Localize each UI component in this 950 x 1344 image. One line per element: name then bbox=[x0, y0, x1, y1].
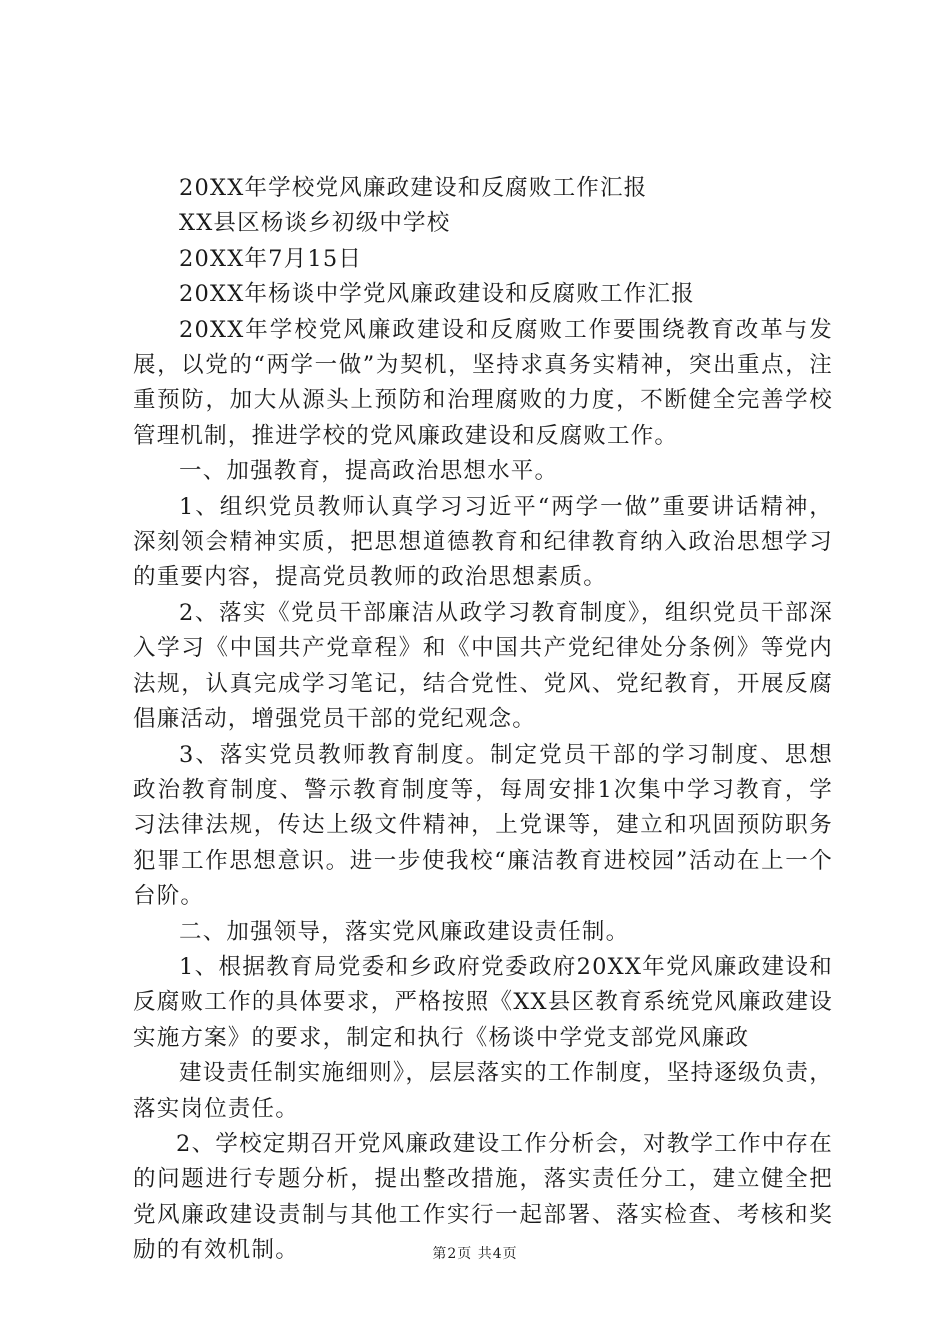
section-heading-1: 一、加强教育，提高政治思想水平。 bbox=[179, 458, 559, 485]
section-2-item-1-continued: 建设责任制实施细则》，层层落实的工作制度，坚持逐级负责，落实岗位责任。 bbox=[133, 1060, 833, 1122]
section-2-item-2: 2、学校定期召开党风廉政建设工作分析会，对教学工作中存在的问题进行专题分析，提出整改措施，落实责任分工，建立健全把党风廉政建设责制与其他工作实行一起部署、落实检查、考核和奖励的有效机制。 bbox=[133, 1130, 833, 1264]
section-1-item-1: 1、组织党员教师认真学习习近平“两学一做”重要讲话精神，深刻领会精神实质，把思想道德教育和纪律教育纳入政治思想学习的重要内容，提高党员教师的政治思想素质。 bbox=[133, 493, 833, 591]
document-body bbox=[133, 171, 833, 1269]
page-footer: 第2页 共4页 bbox=[432, 1246, 518, 1262]
section-1-item-2: 2、落实《党员干部廉洁从政学习教育制度》，组织党员干部深入学习《中国共产党章程》和《中国共产党纪律处分条例》等党内法规，认真完成学习笔记，结合党性、党风、党纪教育，开展反腐倡廉活动，增强党员干部的党纪观念。 bbox=[133, 599, 833, 733]
intro-paragraph: 20XX年学校党风廉政建设和反腐败工作要围绕教育改革与发展，以党的“两学一做”为契机，坚持求真务实精神，突出重点，注重预防，加大从源头上预防和治理腐败的力度，不断健全完善学校管理机制，推进学校的党风廉政建设和反腐败工作。 bbox=[133, 316, 833, 449]
section-1-item-3: 3、落实党员教师教育制度。制定党员干部的学习制度、思想政治教育制度、警示教育制度等，每周安排1次集中学习教育，学习法律法规，传达上级文件精神，上党课等，建立和巩固预防职务犯罪工作思想意识。进一步使我校“廉洁教育进校园”活动在上一个台阶。 bbox=[133, 741, 833, 910]
section-heading-2: 二、加强领导，落实党风廉政建设责任制。 bbox=[179, 918, 630, 945]
report-date: 20XX年7月15日 bbox=[179, 245, 363, 272]
school-name: XX县区杨谈乡初级中学校 bbox=[179, 210, 451, 237]
report-title: 20XX年学校党风廉政建设和反腐败工作汇报 bbox=[179, 175, 648, 201]
report-subtitle: 20XX年杨谈中学党风廉政建设和反腐败工作汇报 bbox=[179, 281, 695, 308]
section-2-item-1: 1、根据教育局党委和乡政府党委政府20XX年党风廉政建设和反腐败工作的具体要求，严格按照《XX县区教育系统党风廉政建设实施方案》的要求，制定和执行《杨谈中学党支部党风廉政 bbox=[133, 953, 833, 1051]
